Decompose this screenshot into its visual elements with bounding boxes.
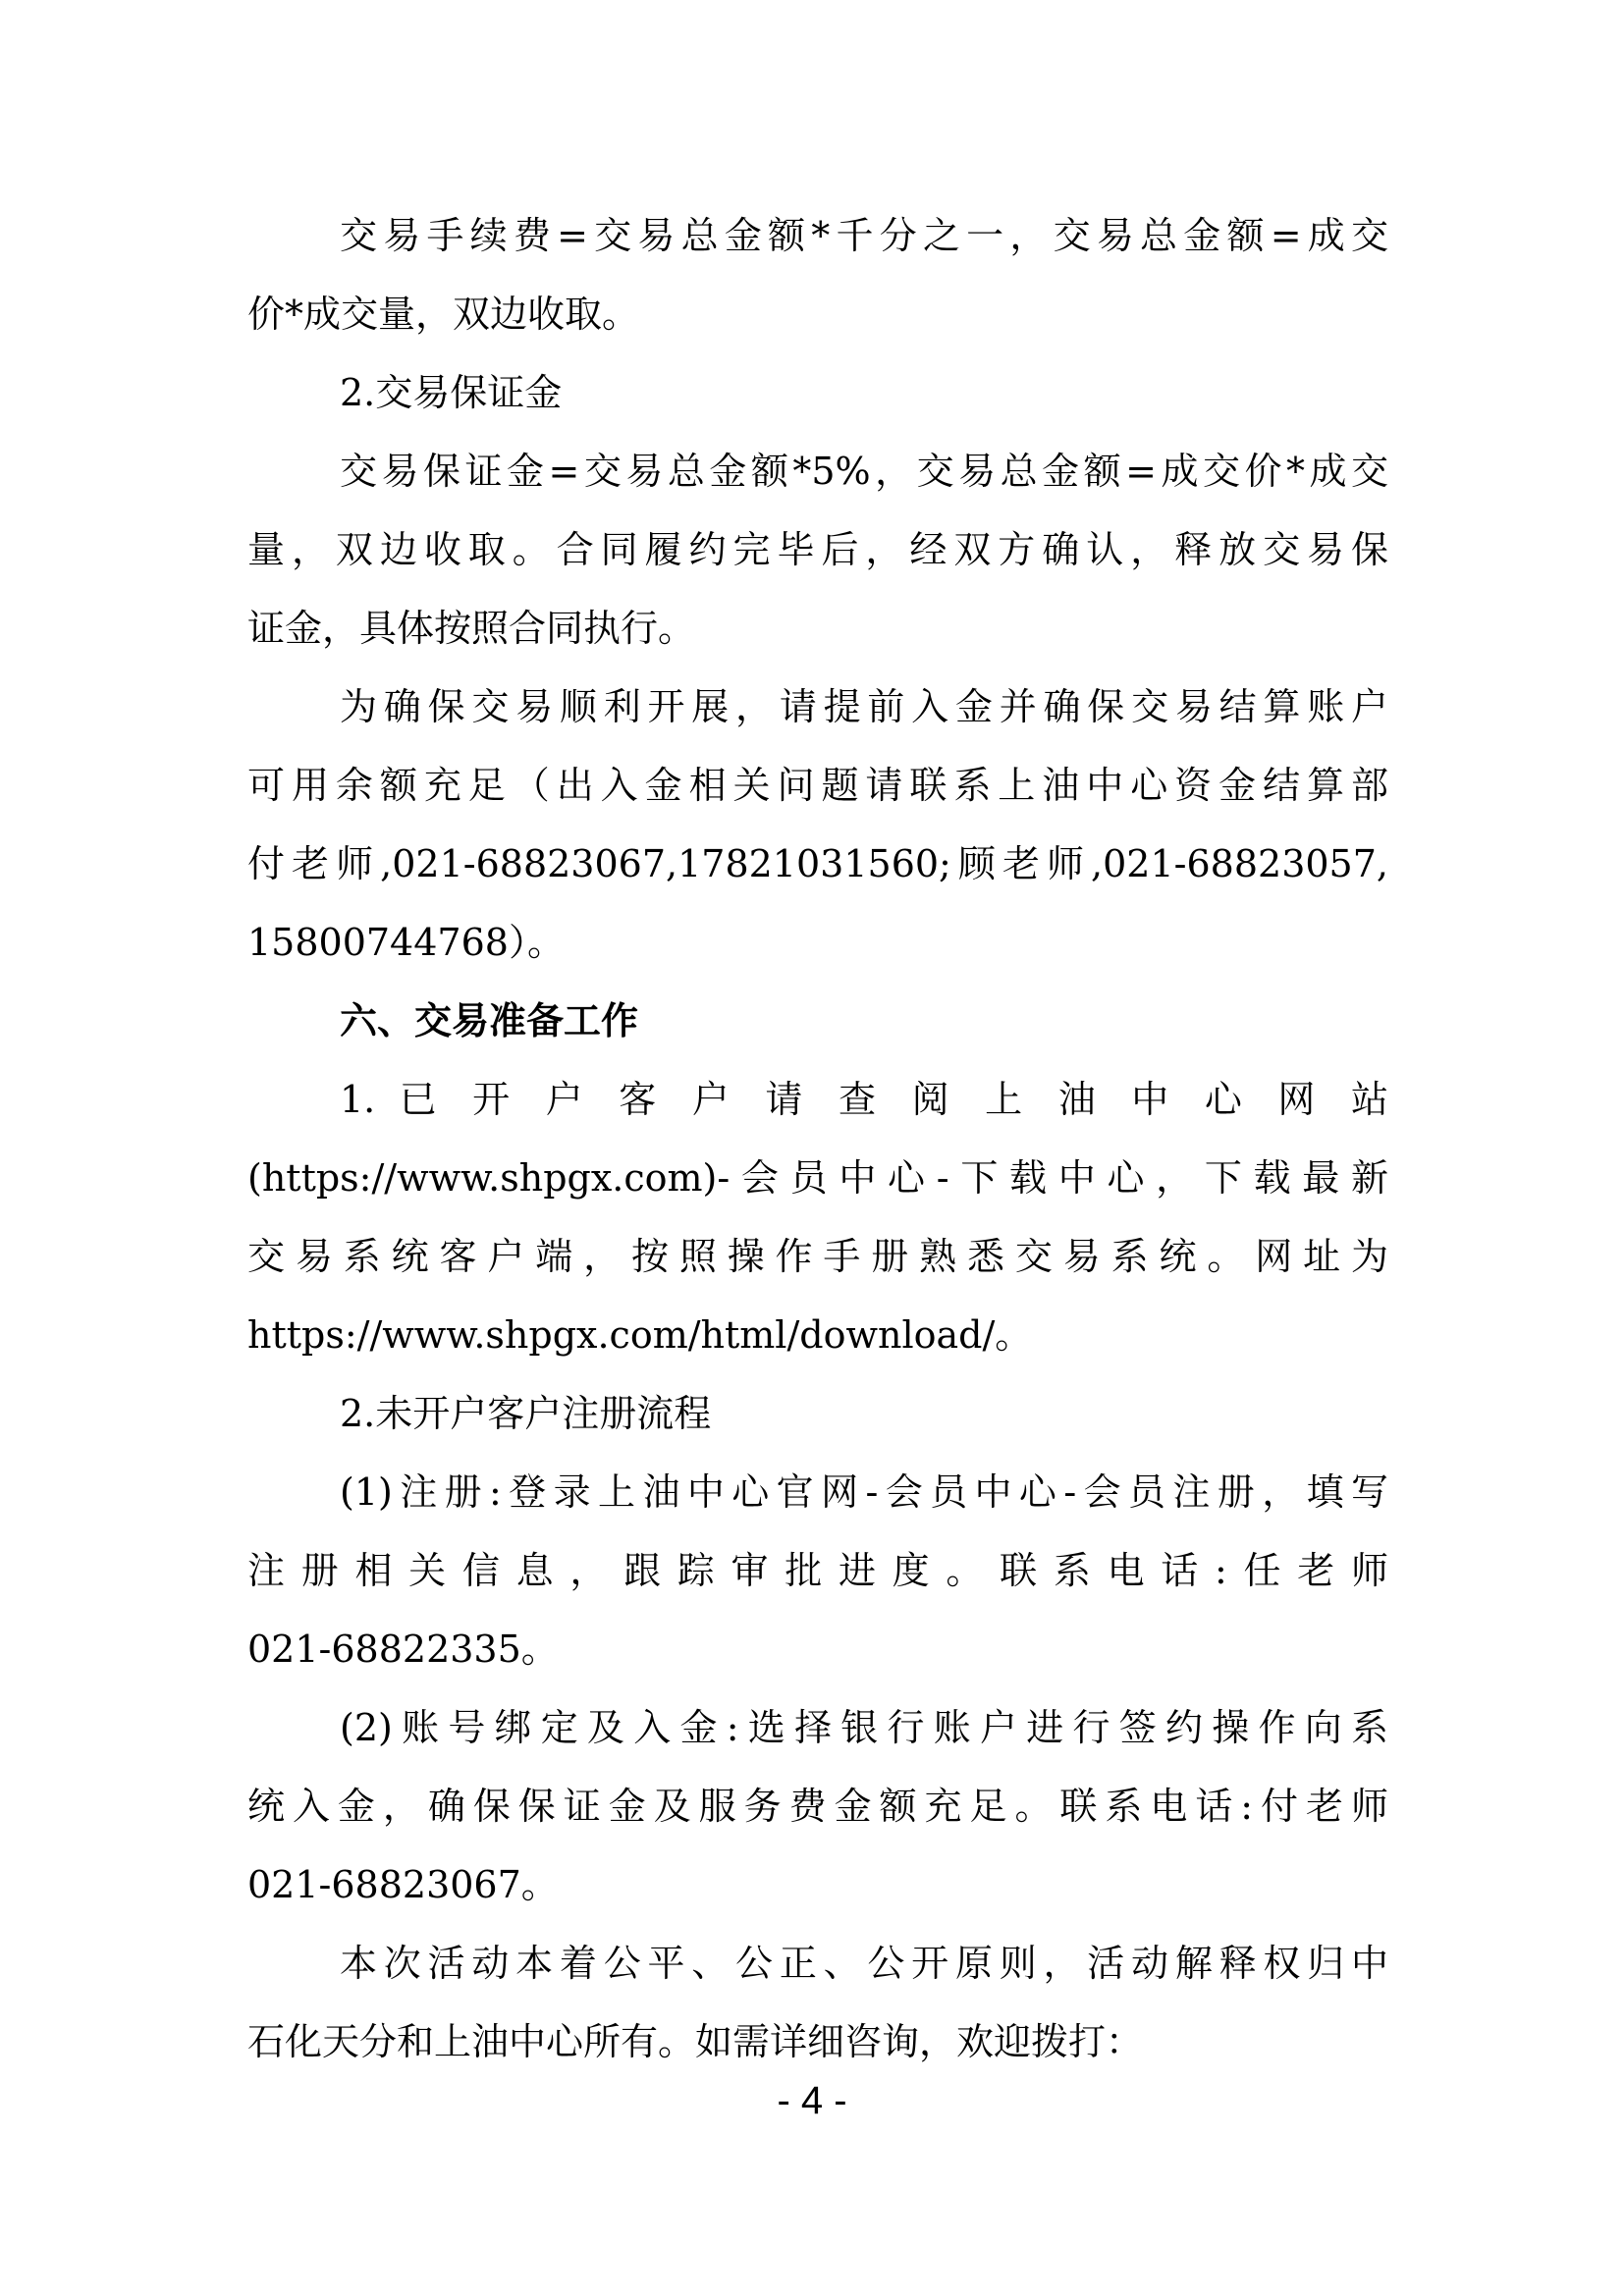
text-line: 石化天分和上油中心所有。如需详细咨询，欢迎拨打： bbox=[247, 2020, 1144, 2063]
text-line: 交易保证金=交易总金额*5%，交易总金额=成交价*成交 bbox=[340, 450, 1388, 493]
text-line: 021-68822335。 bbox=[247, 1628, 559, 1671]
text-line: 交易系统客户端，按照操作手册熟悉交易系统。网址为 bbox=[247, 1235, 1388, 1278]
text-line: 021-68823067。 bbox=[247, 1863, 559, 1906]
text-line: 证金，具体按照合同执行。 bbox=[247, 607, 696, 650]
text-line: 量，双边收取。合同履约完毕后，经双方确认，释放交易保 bbox=[247, 528, 1388, 571]
text-line: 付老师,021-68823067,17821031560;顾老师,021-68823057, bbox=[247, 842, 1388, 885]
text-line: 本次活动本着公平、公正、公开原则，活动解释权归中 bbox=[340, 1942, 1388, 1985]
text-line: (1)注册:登录上油中心官网-会员中心-会员注册，填写 bbox=[340, 1470, 1388, 1514]
text-line: 2.未开户客户注册流程 bbox=[340, 1392, 712, 1435]
text-line: 交易手续费=交易总金额*千分之一，交易总金额=成交 bbox=[340, 214, 1388, 257]
text-line: 1. 已 开 户 客 户 请 查 阅 上 油 中 心 网 站 bbox=[340, 1078, 1388, 1121]
text-line: https://www.shpgx.com/html/download/。 bbox=[247, 1313, 1033, 1357]
text-line: (https://www.shpgx.com)-会员中心-下载中心，下载最新 bbox=[247, 1156, 1388, 1200]
text-line: 为确保交易顺利开展，请提前入金并确保交易结算账户 bbox=[340, 685, 1388, 728]
page-number: - 4 - bbox=[777, 2079, 847, 2122]
text-line: 注册相关信息，跟踪审批进度。联系电话:任老师 bbox=[247, 1549, 1388, 1592]
text-line: 15800744768）。 bbox=[247, 921, 565, 964]
text-line: 2.交易保证金 bbox=[340, 371, 563, 414]
section-heading: 六、交易准备工作 bbox=[340, 998, 639, 1042]
text-line: (2)账号绑定及入金:选择银行账户进行签约操作向系 bbox=[340, 1706, 1388, 1749]
text-line: 可用余额充足（出入金相关问题请联系上油中心资金结算部 bbox=[247, 764, 1388, 807]
text-line: 统入金，确保保证金及服务费金额充足。联系电话:付老师 bbox=[247, 1785, 1388, 1828]
text-line: 价*成交量，双边收取。 bbox=[247, 293, 640, 336]
document-body bbox=[247, 196, 1388, 2081]
